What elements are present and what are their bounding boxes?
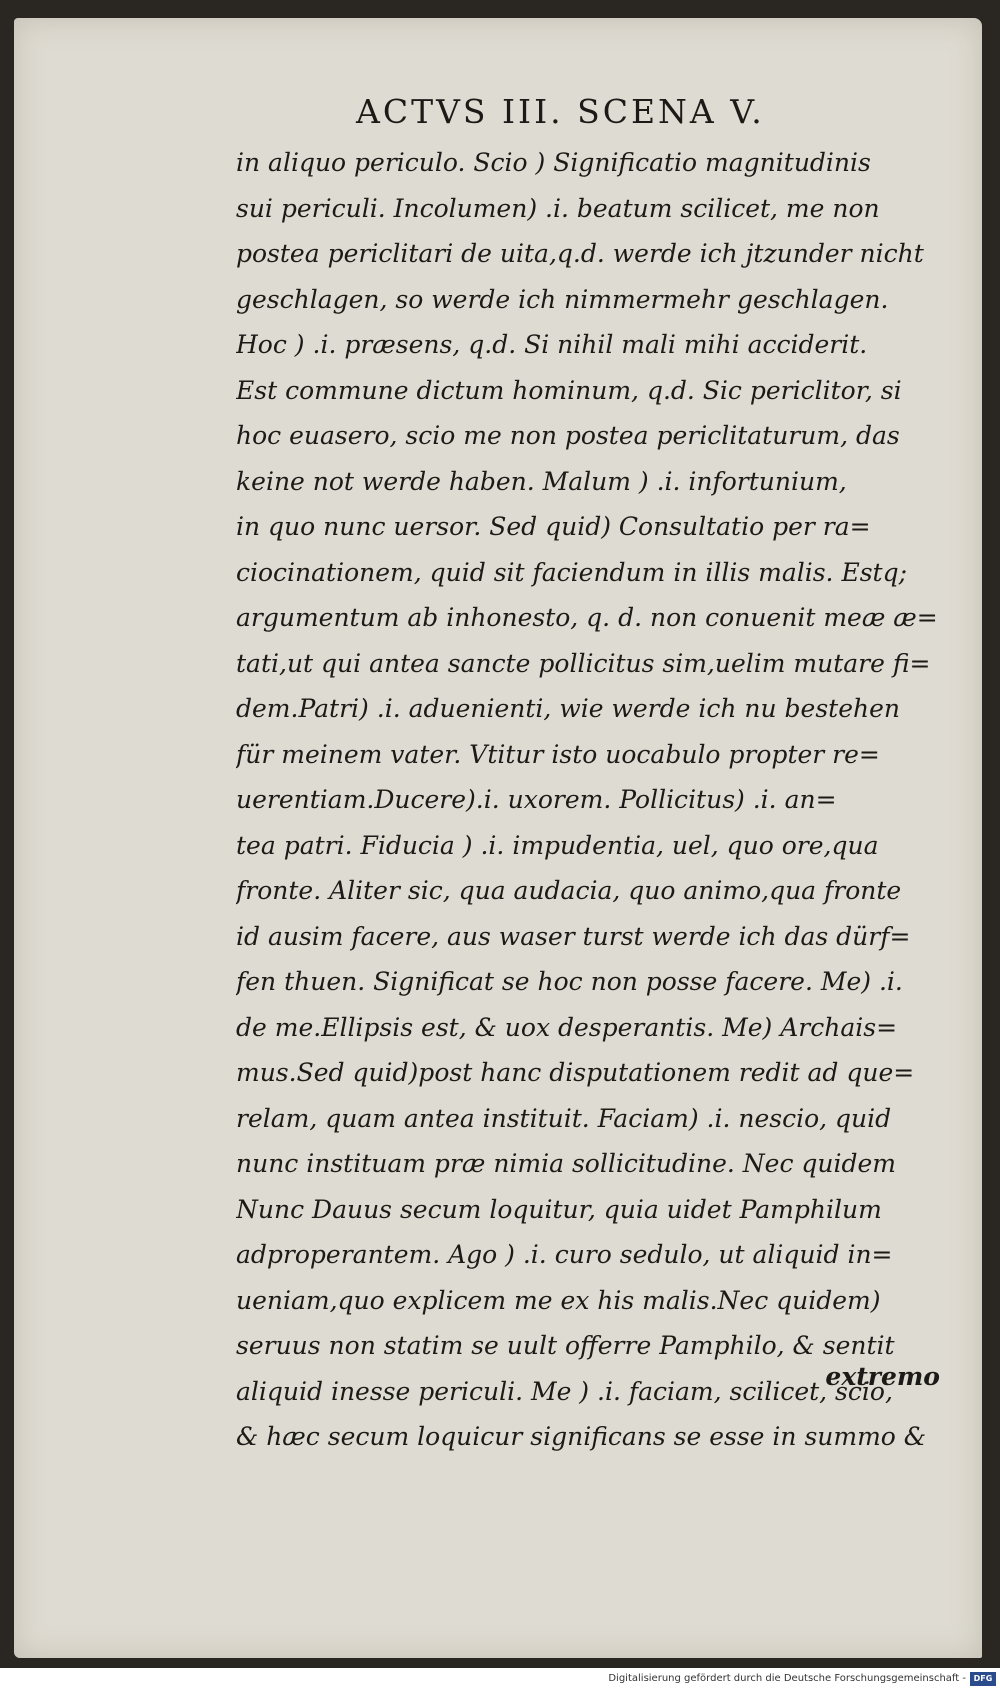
text-line: tea patri. Fiducia ) .i. impudentia, uel, quo ore,qua — [236, 830, 879, 860]
text-line: postea periclitari de uita,q.d. werde ich jtzunder nicht — [236, 239, 924, 268]
text-line: Nunc Dauus secum loquitur, quia uidet Pamphilum — [236, 1194, 882, 1224]
text-line: Est commune dictum hominum, q.d. Sic periclitor, si — [236, 375, 902, 405]
text-line: ciocinationem, quid sit faciendum in illis malis. Estq; — [236, 557, 907, 587]
text-line: in quo nunc uersor. Sed quid) Consultatio per ra= — [236, 512, 871, 541]
text-line: fen thuen. Significat se hoc non posse facere. Me) .i. — [236, 967, 903, 996]
text-line: in aliquo periculo. Scio ) Significatio magnitudinis — [236, 148, 871, 177]
text-line: adproperantem. Ago ) .i. curo sedulo, ut aliquid in= — [236, 1240, 893, 1269]
text-line: tati,ut qui antea sancte pollicitus sim,uelim mutare fi= — [236, 648, 931, 678]
text-line: geschlagen, so werde ich nimmermehr geschlagen. — [236, 284, 889, 314]
text-line: hoc euasero, scio me non postea periclitaturum, das — [236, 421, 900, 450]
text-line: Hoc ) .i. præsens, q.d. Si nihil mali mihi acciderit. — [236, 330, 868, 359]
catchword: extremo — [825, 1362, 940, 1391]
text-line: mus.Sed quid)post hanc disputationem redit ad que= — [236, 1058, 915, 1087]
commentary-text — [236, 140, 944, 1460]
text-line: fronte. Aliter sic, qua audacia, quo animo,qua fronte — [236, 876, 902, 905]
text-line: ueniam,quo explicem me ex his malis.Nec quidem) — [236, 1285, 881, 1315]
text-line: relam, quam antea instituit. Faciam) .i. nescio, quid — [236, 1103, 892, 1133]
text-line: id ausim facere, aus waser turst werde ich das dürf= — [236, 921, 911, 951]
text-line: keine not werde haben. Malum ) .i. infortunium, — [236, 466, 847, 496]
text-line: nunc instituam præ nimia sollicitudine. Nec quidem — [236, 1149, 896, 1178]
text-line: argumentum ab inhonesto, q. d. non conuenit meæ æ= — [236, 603, 938, 632]
text-line: für meinem vater. Vtitur isto uocabulo propter re= — [236, 739, 880, 769]
text-line: seruus non statim se uult offerre Pamphilo, & sentit — [236, 1331, 895, 1360]
dfg-logo: DFG — [970, 1672, 996, 1686]
text-line: dem.Patri) .i. aduenienti, wie werde ich nu bestehen — [236, 694, 901, 723]
running-header: ACTVS III. SCENA V. — [356, 92, 765, 131]
text-line: uerentiam.Ducere).i. uxorem. Pollicitus) .i. an= — [236, 785, 837, 814]
text-line: & hæc secum loquicur significans se esse in summo & — [236, 1422, 927, 1451]
digitization-credit: Digitalisierung gefördert durch die Deutsche Forschungsgemeinschaft - — [608, 1673, 966, 1684]
text-line: sui periculi. Incolumen) .i. beatum scilicet, me non — [236, 193, 880, 223]
text-line: aliquid inesse periculi. Me ) .i. faciam, scilicet, scio, — [236, 1376, 893, 1406]
text-line: de me.Ellipsis est, & uox desperantis. Me) Archais= — [236, 1012, 898, 1042]
